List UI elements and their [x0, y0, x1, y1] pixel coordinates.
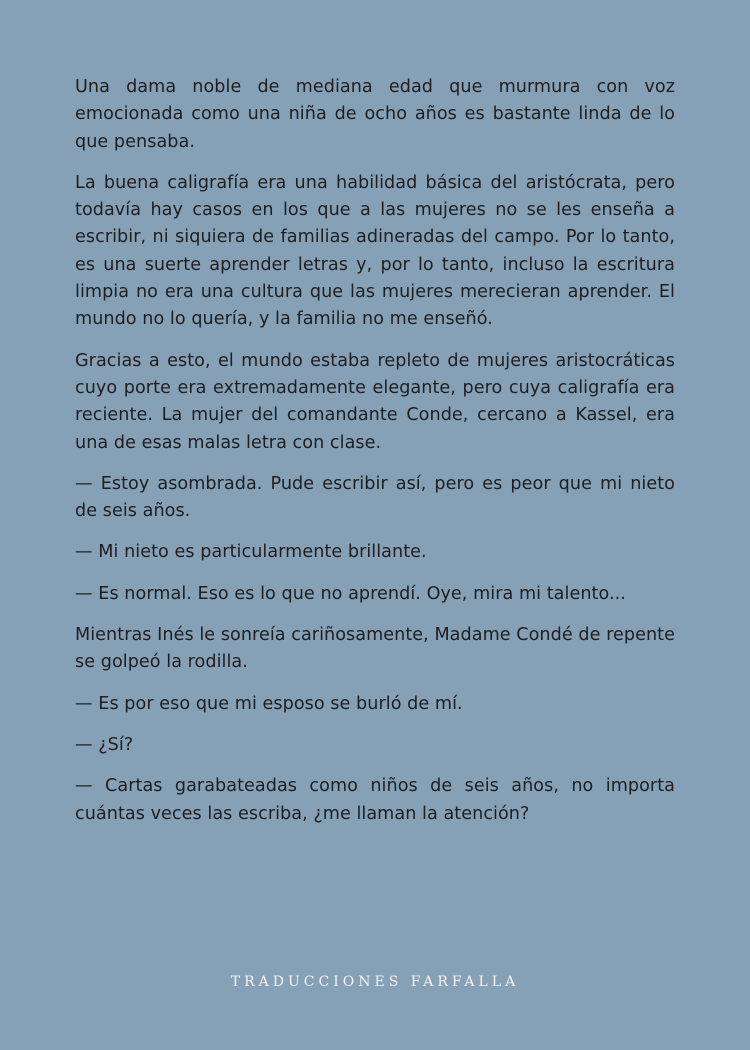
paragraph-2: La buena caligrafía era una habilidad básica del aristócrata, pero todavía hay casos en los que a las mujeres no se les enseña a escribir, ni siquiera de familias adineradas del campo. Por lo tanto, es una suerte aprender letras y, por lo tanto, incluso la escritura limpia no era una cultura que las mujeres merecieran aprender. El mundo no lo quería, y la familia no me enseñó. — [75, 172, 675, 330]
dialogue-line-1: — Estoy asombrada. Pude escribir así, pero es peor que mi nieto de seis años. — [75, 473, 675, 522]
paragraph-1: Una dama noble de mediana edad que murmura con voz emocionada como una niña de ocho años es bastante linda de lo que pensaba. — [75, 77, 675, 152]
dialogue-line-4: — Es por eso que mi esposo se burló de mí. — [75, 693, 463, 714]
text-body — [75, 74, 675, 842]
dialogue-line-5: — ¿Sí? — [75, 734, 134, 755]
dialogue-line-6: — Cartas garabateadas como niños de seis años, no importa cuántas veces las escriba, ¿me llaman la atención? — [75, 776, 675, 824]
dialogue-line-2: — Mi nieto es particularmente brillante. — [75, 542, 427, 563]
paragraph-3: Gracias a esto, el mundo estaba repleto de mujeres aristocráticas cuyo porte era extremadamente elegante, pero cuya caligrafía era reciente. La mujer del comandante Conde, cercano a Kassel, era una de esas malas letra con clase. — [75, 350, 675, 453]
footer-credit: TRADUCCIONES FARFALLA — [230, 974, 520, 990]
paragraph-4: Mientras Inés le sonreía cariñosamente, Madame Condé de repente se golpeó la rodilla. — [75, 625, 675, 673]
dialogue-line-3: — Es normal. Eso es lo que no aprendí. Oye, mira mi talento... — [75, 583, 626, 604]
